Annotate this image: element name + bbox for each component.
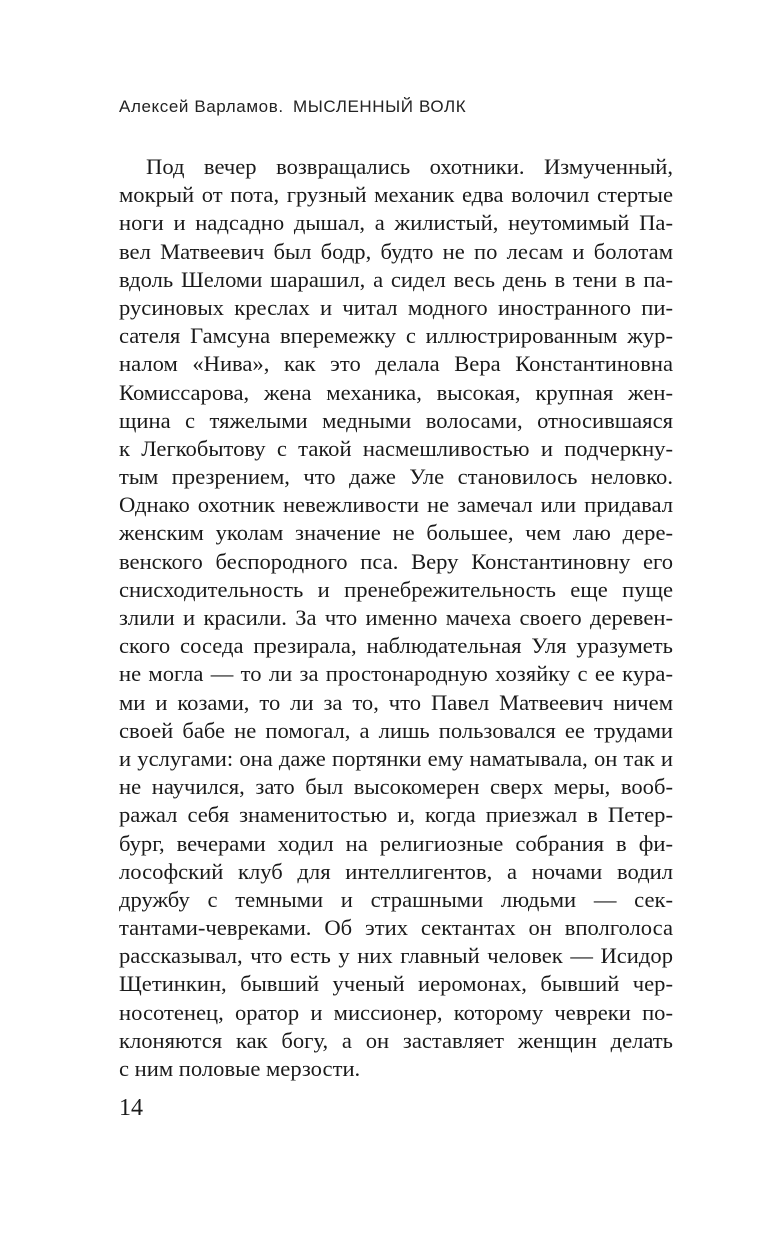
text-line: лософский клуб для интеллигентов, а ночами водил xyxy=(119,858,673,884)
text-line: не научился, зато был высокомерен сверх меры, вооб- xyxy=(119,774,673,800)
running-head-author: Алексей Варламов. xyxy=(119,97,284,116)
page-number: 14 xyxy=(119,1095,143,1121)
text-line: Однако охотник невежливости не замечал или придавал xyxy=(119,492,673,518)
text-line: Под вечер возвращались охотники. Измученный, xyxy=(146,154,673,179)
text-line: женским уколам значение не большее, чем лаю дере- xyxy=(119,520,673,546)
text-line: Щетинкин, бывший ученый иеромонах, бывший чер- xyxy=(119,971,673,997)
text-line: мокрый от пота, грузный механик едва волочил стертые xyxy=(119,182,673,208)
text-line: рассказывал, что есть у них главный человек — Исидор xyxy=(119,943,673,969)
text-line: ноги и надсадно дышал, а жилистый, неутомимый Па- xyxy=(119,210,673,236)
text-line: венского беспородного пса. Веру Константиновну его xyxy=(119,548,673,574)
text-line: вдоль Шеломи шарашил, а сидел весь день в тени в па- xyxy=(119,266,673,292)
running-head-title: МЫСЛЕННЫЙ ВОЛК xyxy=(292,97,467,116)
text-line: злили и красили. За что именно мачеха своего деревен- xyxy=(119,605,673,630)
text-line: щина с тяжелыми медными волосами, относившаяся xyxy=(119,407,673,433)
body-paragraph xyxy=(119,153,673,1083)
text-line: налом «Нива», как это делала Вера Константиновна xyxy=(119,351,673,377)
text-line: дружбу с темными и страшными людьми — сек- xyxy=(119,886,673,912)
text-line: Комиссарова, жена механика, высокая, крупная жен- xyxy=(119,379,673,405)
text-line: к Легкобытову с такой насмешливостью и подчеркну- xyxy=(119,435,673,461)
text-line: тантами-чевреками. Об этих сектантах он вполголоса xyxy=(119,915,673,941)
text-line: вел Матвеевич был бодр, будто не по лесам и болотам xyxy=(119,238,673,264)
text-line: ражал себя знаменитостью и, когда приезжал в Петер- xyxy=(119,802,673,828)
text-line: и услугами: она даже портянки ему наматывала, он так и xyxy=(119,745,673,771)
text-line: тым презрением, что даже Уле становилось неловко. xyxy=(119,464,673,490)
text-line: ми и козами, то ли за то, что Павел Матвеевич ничем xyxy=(119,689,673,715)
text-line: русиновых креслах и читал модного иностранного пи- xyxy=(119,294,673,320)
text-line: не могла — то ли за простонародную хозяйку с ее кура- xyxy=(119,661,673,687)
text-line: ского соседа презирала, наблюдательная Уля уразуметь xyxy=(119,633,673,659)
running-head xyxy=(119,97,466,117)
text-line: сателя Гамсуна вперемежку с иллюстрированным жур- xyxy=(119,323,673,349)
text-line: бург, вечерами ходил на религиозные собрания в фи- xyxy=(119,830,673,856)
text-line: снисходительность и пренебрежительность еще пуще xyxy=(119,576,673,602)
text-line: носотенец, оратор и миссионер, которому чевреки по- xyxy=(119,999,673,1025)
text-line: клоняются как богу, а он заставляет женщин делать xyxy=(119,1027,673,1053)
text-line: с ним половые мерзости. xyxy=(119,1056,361,1081)
text-line: своей бабе не помогал, а лишь пользовался ее трудами xyxy=(119,717,673,743)
